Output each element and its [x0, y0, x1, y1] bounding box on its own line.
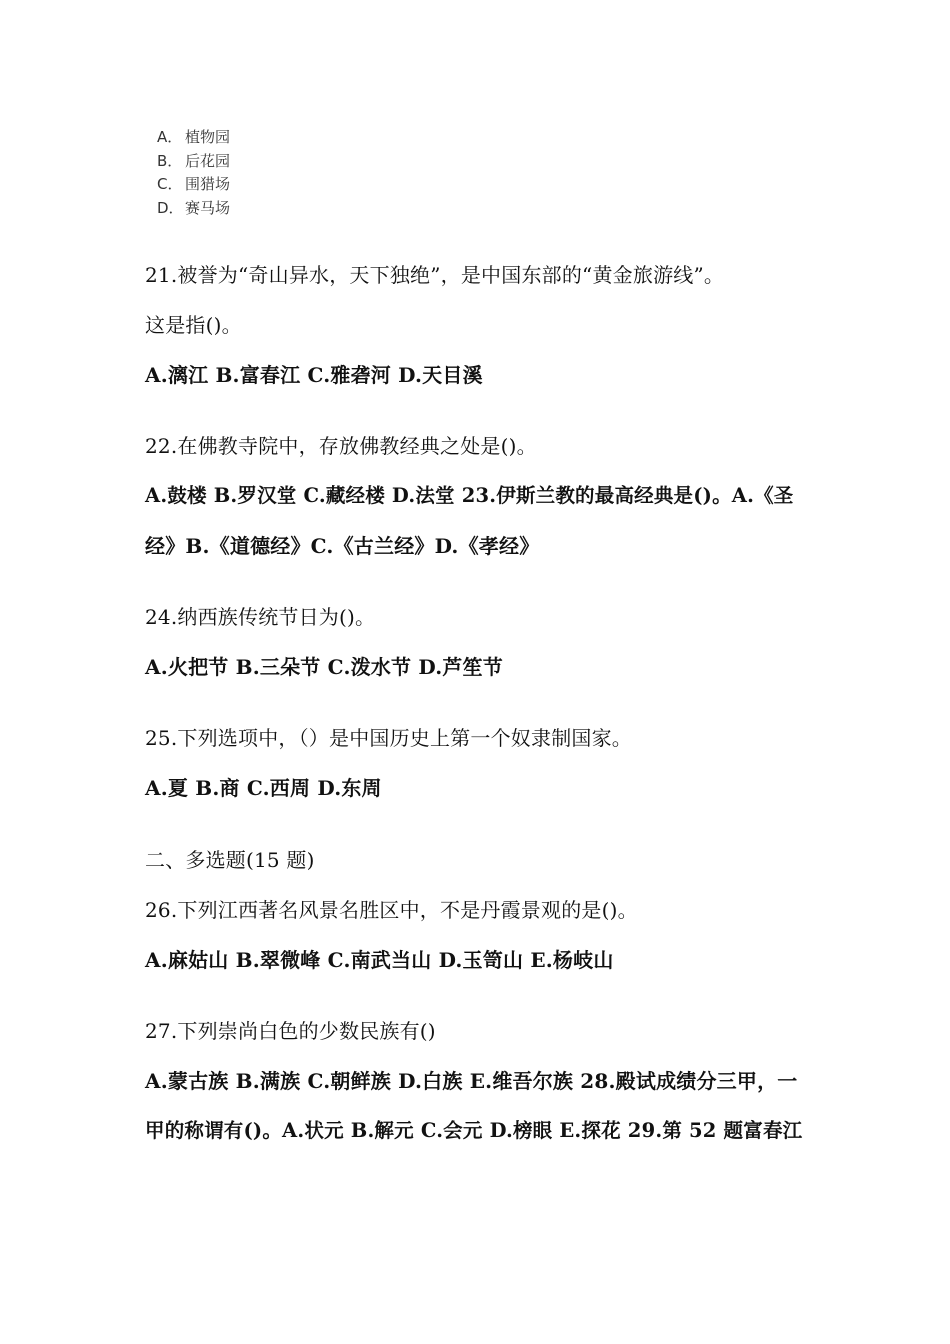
option-a	[157, 126, 230, 150]
question-23-options: 经》B.《道德经》C.《古兰经》D.《孝经》	[145, 534, 540, 558]
question-21: 21.被誉为“奇山异水，天下独绝”，是中国东部的“黄金旅游线”。	[145, 263, 725, 287]
option-letter: C．	[157, 175, 183, 193]
option-c	[157, 173, 230, 197]
question-21-options: A.漓江 B.富春江 C.雅砻河 D.天目溪	[145, 363, 483, 387]
option-letter: D．	[157, 198, 184, 217]
question-26: 26.下列江西著名风景名胜区中，不是丹霞景观的是()。	[145, 898, 638, 922]
question-27: 27.下列崇尚白色的少数民族有()	[145, 1019, 436, 1043]
question-21-continued: 这是指()。	[145, 313, 242, 337]
option-text: 围猎场	[185, 175, 231, 193]
question-28-options: 甲的称谓有()。A.状元 B.解元 C.会元 D.榜眼 E.探花 29.第 52 题富春江	[145, 1119, 803, 1142]
option-d	[157, 197, 230, 221]
previous-question-options	[157, 126, 230, 220]
question-22: 22.在佛教寺院中，存放佛教经典之处是()。	[145, 434, 537, 458]
question-24: 24.纳西族传统节日为()。	[145, 605, 376, 629]
question-27-options: A.蒙古族 B.满族 C.朝鲜族 D.白族 E.维吾尔族 28.殿试成绩分三甲，一	[145, 1069, 798, 1093]
question-26-options: A.麻姑山 B.翠微峰 C.南武当山 D.玉笥山 E.杨岐山	[145, 948, 614, 972]
question-24-options: A.火把节 B.三朵节 C.泼水节 D.芦笙节	[145, 655, 503, 679]
option-text: 赛马场	[185, 198, 231, 217]
option-b	[157, 150, 230, 174]
section-heading: 二、多选题(15 题)	[145, 848, 315, 872]
option-letter: B．	[157, 151, 183, 170]
option-letter: A．	[157, 128, 183, 146]
option-text: 植物园	[185, 128, 231, 146]
question-25-options: A.夏 B.商 C.西周 D.东周	[145, 776, 382, 800]
question-22-options: A.鼓楼 B.罗汉堂 C.藏经楼 D.法堂 23.伊斯兰教的最高经典是()。A.《圣	[145, 484, 794, 507]
option-text: 后花园	[185, 151, 231, 170]
question-25: 25.下列选项中，（）是中国历史上第一个奴隶制国家。	[145, 726, 633, 750]
